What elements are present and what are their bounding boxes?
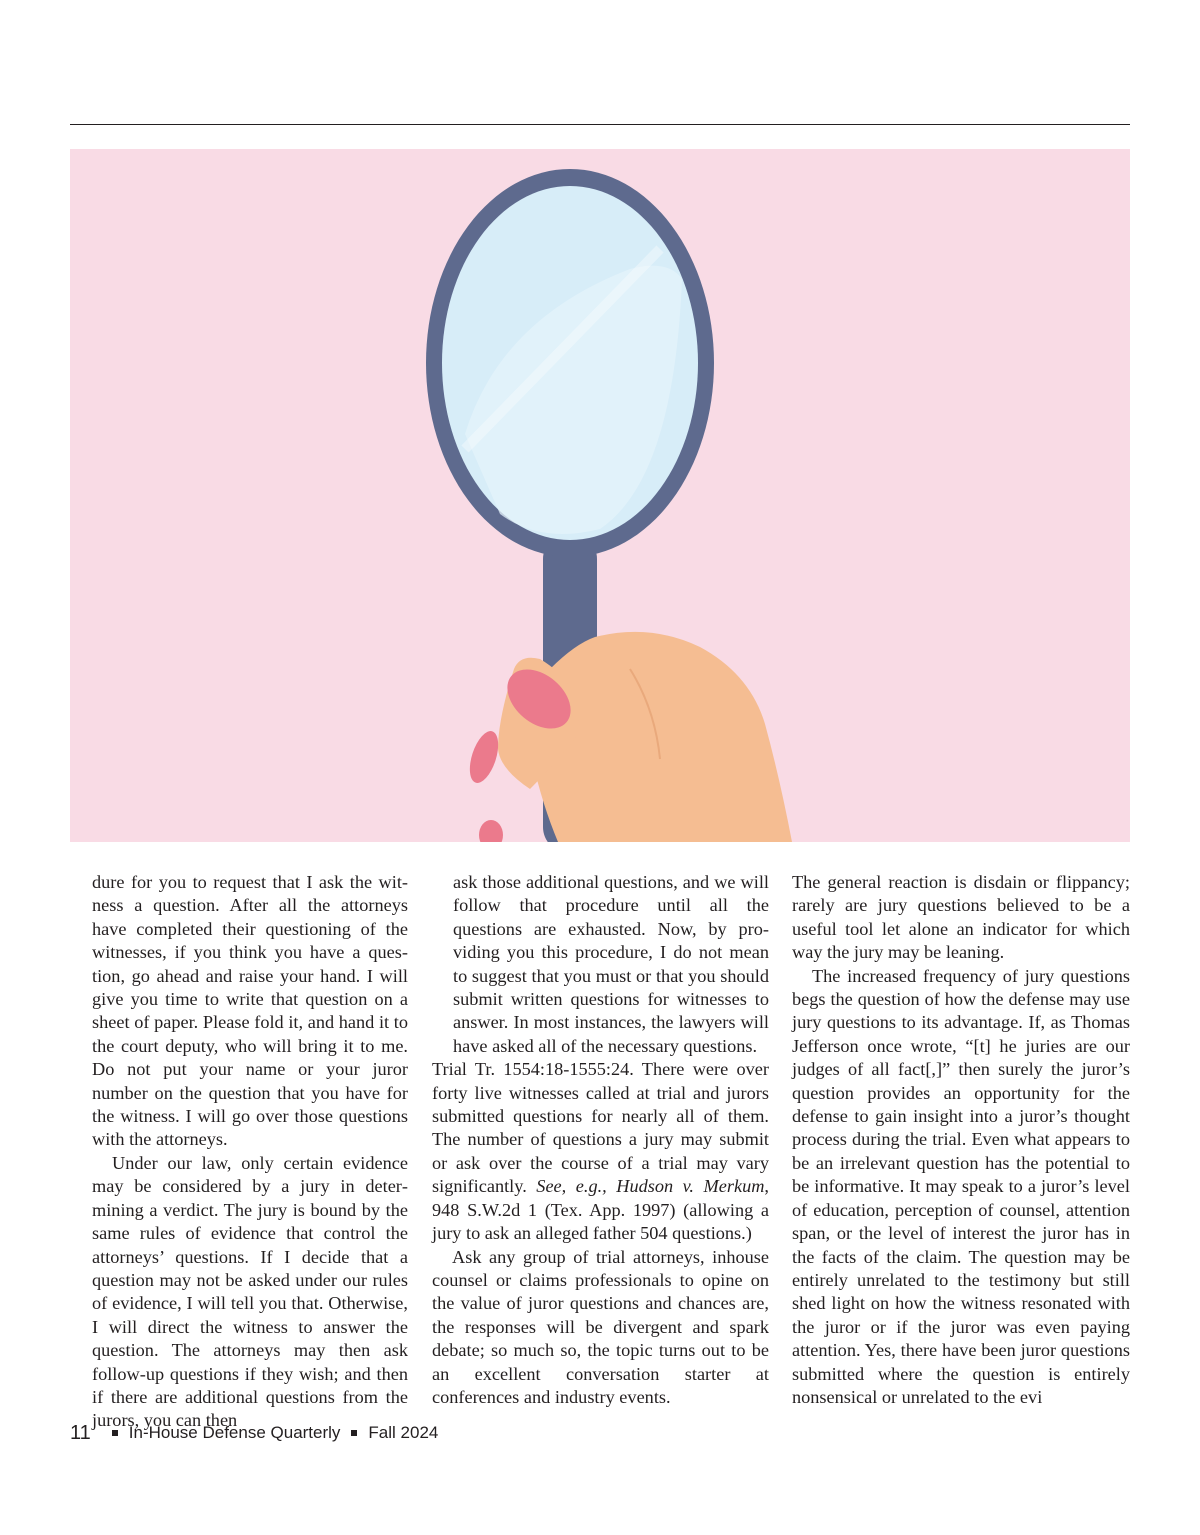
bullet-icon <box>112 1430 118 1436</box>
page-number: 11 <box>70 1421 91 1444</box>
top-rule <box>70 124 1130 125</box>
trial-transcript-paragraph <box>432 1058 769 1245</box>
paragraph-text: Trial Tr. 1554:18-1555:24. There were over forty live witnesses called at trial and jurors submitted questions for nearly all of them. The number of questions a jury may submit or ask over the course of a trial may vary significantly. <box>432 1059 769 1197</box>
issue-date: Fall 2024 <box>368 1423 439 1442</box>
finger-nail-2 <box>479 820 503 842</box>
court-instruction-paragraph-1: dure for you to request that I ask the witness a question. After all the attorneys have completed their questioning of the witnesses, if you think you have a question, go ahead and raise your hand. I will give you time to write that question on a sheet of paper. Please fold it, and hand it to the court deputy, who will bring it to me. Do not put your name or your juror number on the question that you have for the witness. I will go over those questions with the attorneys. <box>92 872 408 1150</box>
case-citation: See, e.g., Hudson v. Merkum <box>536 1176 765 1197</box>
finger-nail-1 <box>464 728 504 787</box>
publication-name: In-House Defense Quarterly <box>128 1423 341 1442</box>
court-instruction-continuation: ask those additional questions, and we will follow that procedure until all the questions are exhausted. Now, by providing you this procedure, I do not mean to suggest that you must or that you should submit written questions for witnesses to answer. In most instances, the lawyers will have asked all of the necessary questions. <box>453 872 769 1056</box>
hand-mirror-art <box>70 149 1130 842</box>
body-paragraph: The general reaction is disdain or flippancy; rarely are jury questions believed to be a useful tool let alone an indicator for which way the jury may be leaning. <box>792 872 1130 963</box>
body-paragraph: Ask any group of trial attorneys, inhouse counsel or claims professionals to opine on the value of juror questions and chances are, the responses will be divergent and spark debate; so much so, the topic turns out to be an excellent conversation starter at conferences and industry events. <box>432 1246 769 1407</box>
body-paragraph: The increased frequency of jury questions begs the question of how the defense may use jury questions to its advantage. If, as Thomas Jefferson once wrote, “[t] he juries are our judges of all fact[,]” then surely the juror’s question provides an opportunity for the defense to gain insight into a juror’s thought process during the trial. Even what appears to be an irrelevant question has the potential to be informative. It may speak to a juror’s level of education, perception of counsel, attention span, or the level of interest the juror has in the facts of the claim. The question may be entirely unrelated to the testimony but still shed light on how the witness resonated with the juror or if the juror was even paying attention. Yes, there have been juror questions submitted where the question is entirely nonsensical or unrelated to the evi <box>792 965 1130 1407</box>
paragraph-text-end: , 948 S.W.2d 1 (Tex. App. 1997) (allowing a jury to ask an alleged father 504 questions.) <box>432 1176 769 1244</box>
column-3 <box>792 871 1130 1409</box>
bullet-icon <box>351 1430 357 1436</box>
page-footer <box>70 1420 438 1446</box>
column-2 <box>432 871 769 1409</box>
hand-mirror-illustration <box>70 149 1130 842</box>
court-instruction-paragraph-2: Under our law, only certain evidence may be considered by a jury in determining a verdict. The jury is bound by the same rules of evidence that control the attorneys’ questions. If I decide that a question may not be asked under our rules of evidence, I will tell you that. Otherwise, I will direct the witness to answer the question. The attorneys may then ask follow-up questions if they wish; and then if there are additional questions from the jurors, you can then <box>92 1152 408 1431</box>
column-1 <box>92 871 408 1433</box>
